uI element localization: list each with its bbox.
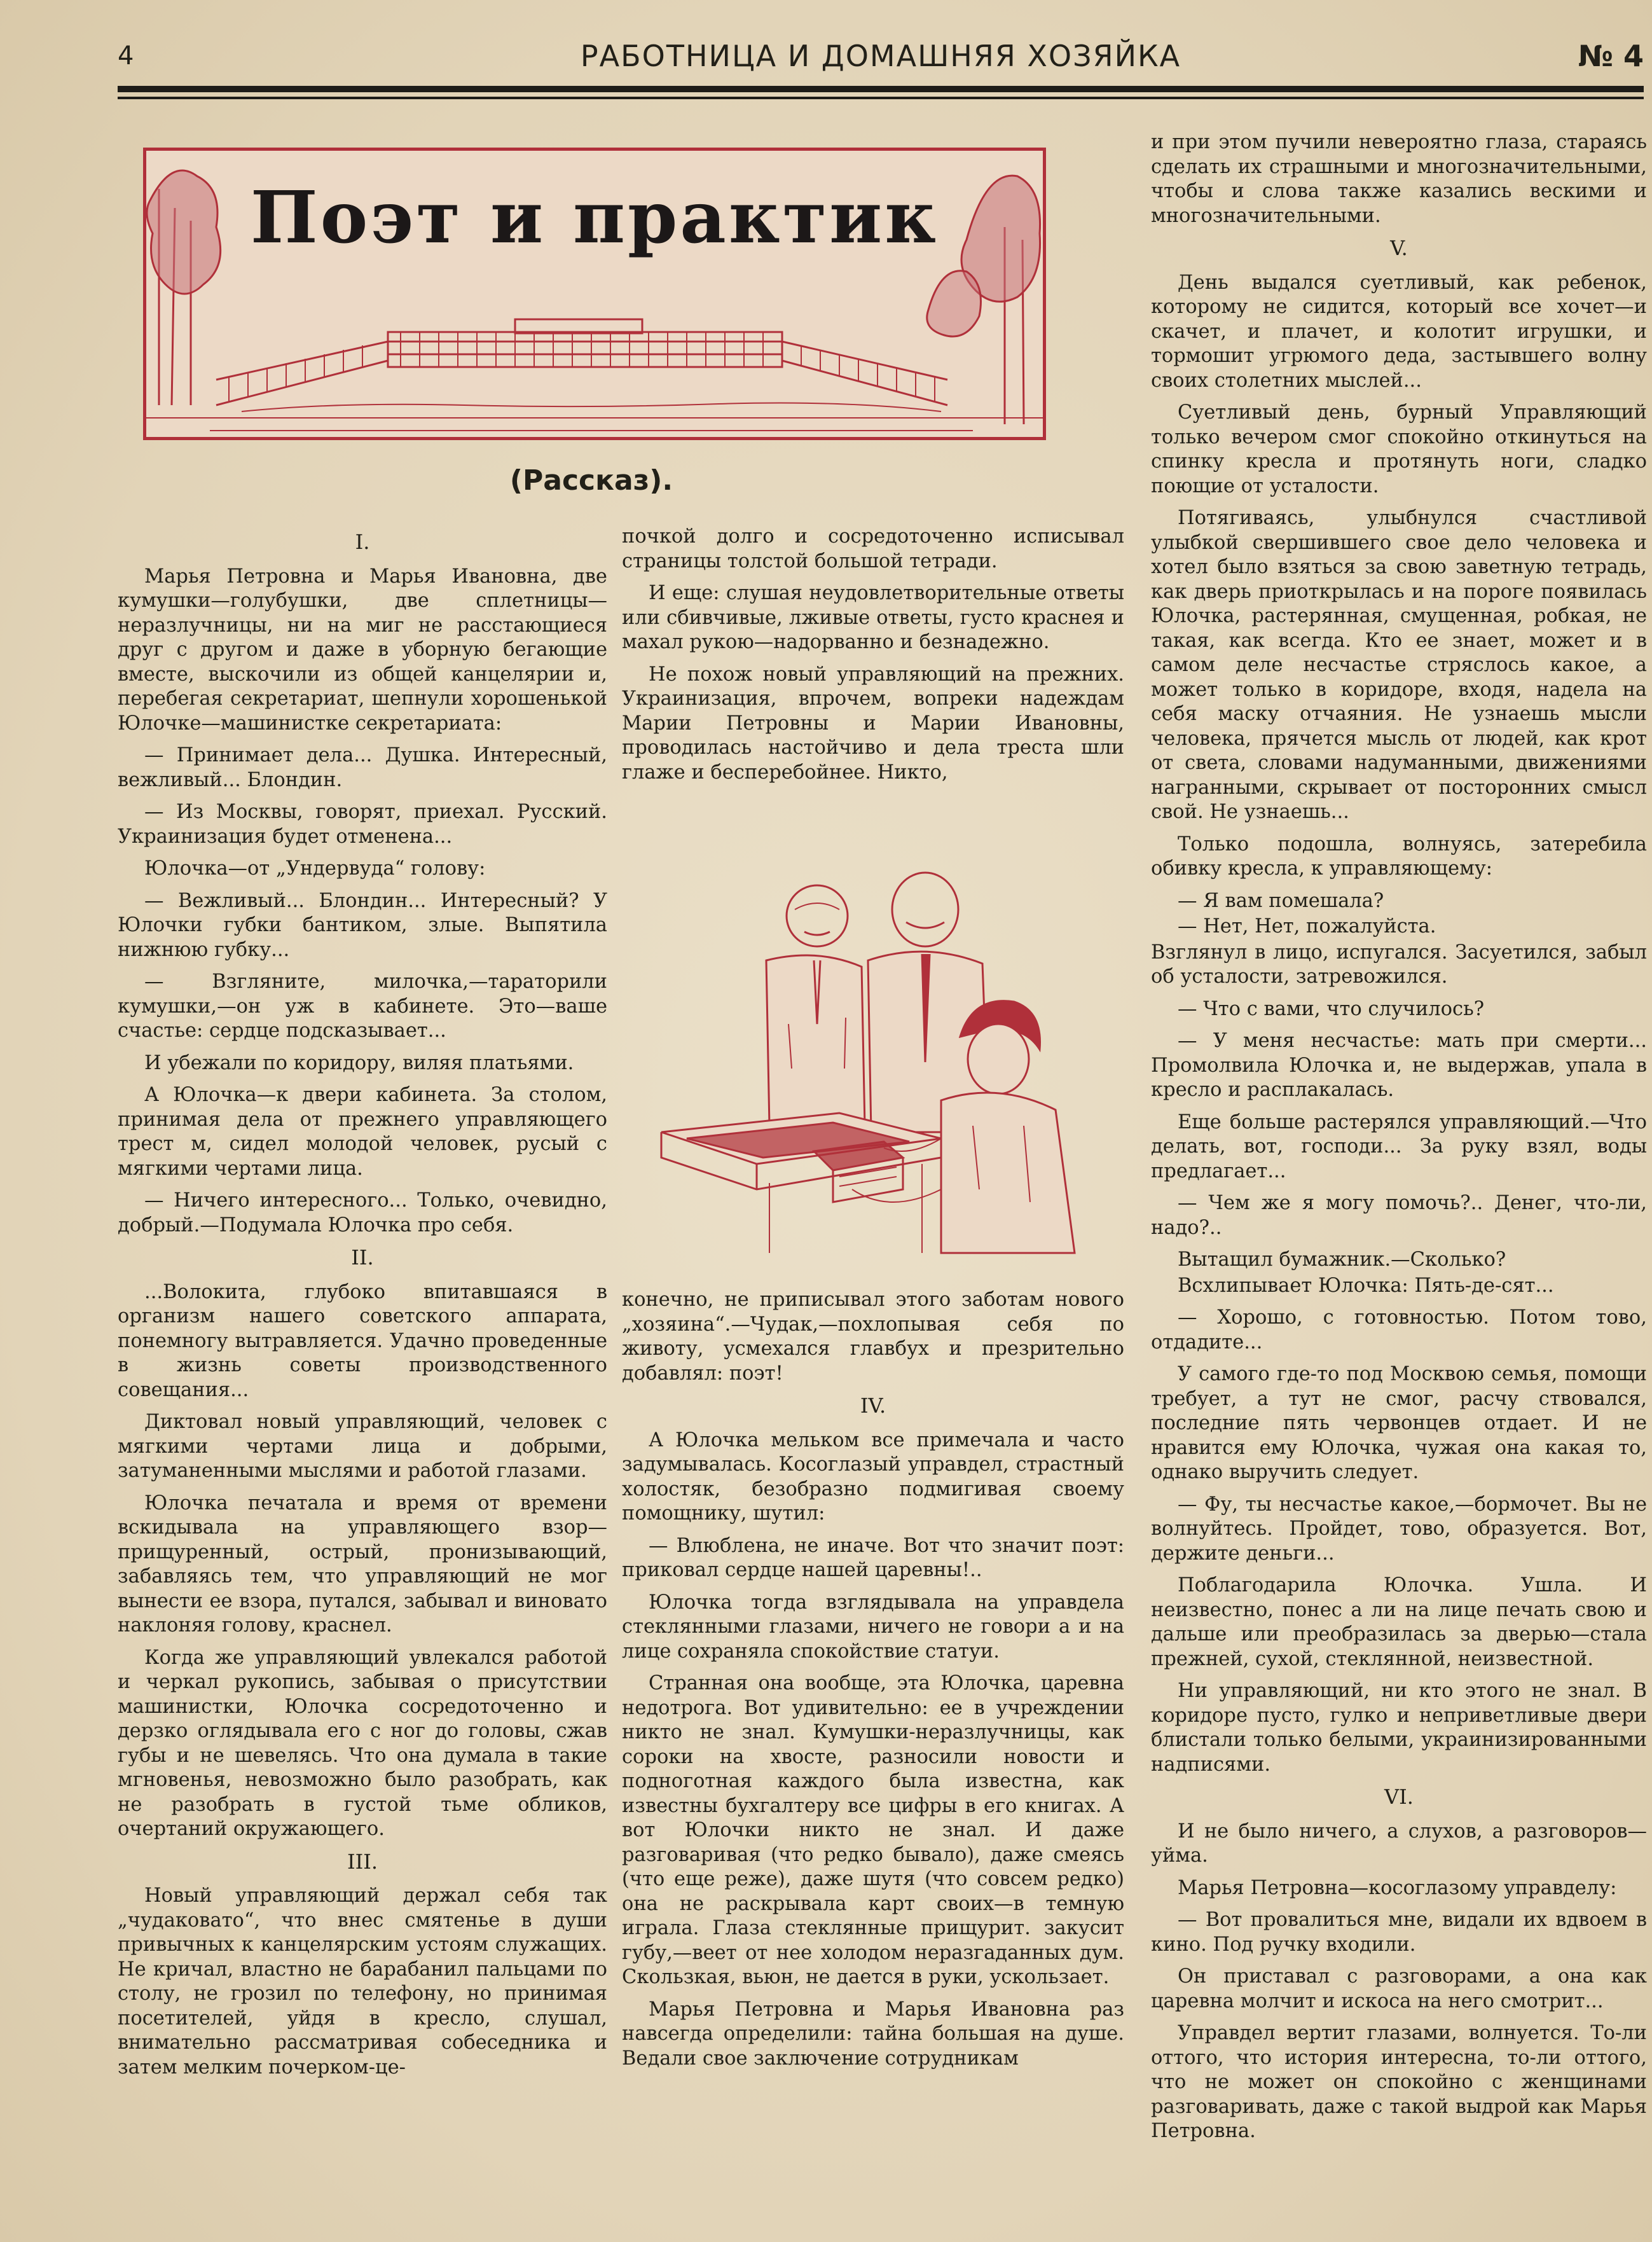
paragraph: А Юлочка мельком все примечала и часто задумывалась. Косоглазый управдел, страстный холостяк, безобразно подмигивая своему помощнику, шутил: xyxy=(622,1429,1124,1525)
paragraph: Марья Петровна и Марья Ивановна, две кумушки—голубушки, две сплетницы—неразлучницы, ни на миг не расстающиеся друг с другом и даже в уборную бегающие вместе, выскочили из общей канцелярии и, перебегая секретариат, шепнули хорошенькой Юлочке—машинистке секретариата: xyxy=(118,565,607,735)
paragraph: Вытащил бумажник.—Сколько? xyxy=(1178,1249,1506,1271)
paragraph: — Взгляните, милочка,—тараторили кумушки,—он уж в кабинете. Это—ваше счастье: сердце подсказывает... xyxy=(118,971,607,1042)
paragraph: — Вежливый... Блондин... Интересный? У Юлочки губки бантиком, злые. Выпятила нижнюю губку... xyxy=(118,889,607,961)
paragraph: Поблагодарила Юлочка. Ушла. И неизвестно, понес а ли на лице печать свою и дальше или преобразилась за дверью—стала прежней, сухой, стеклянной, неизвестной. xyxy=(1151,1574,1647,1670)
paragraph: Он приставал с разговорами, а она как царевна молчит и искоса на него смотрит... xyxy=(1151,1965,1647,2012)
column-1 xyxy=(118,525,607,2087)
section-heading: II. xyxy=(351,1245,374,1270)
paragraph: — Нет, Нет, пожалуйста. xyxy=(1178,915,1436,938)
paragraph: А Юлочка—к двери кабинета. За столом, принимая дела от прежнего управляющего трест м, сидел молодой человек, русый с мягкими чертами лица. xyxy=(118,1084,607,1180)
paragraph: — Фу, ты несчастье какое,—бормочет. Вы не волнуйтесь. Пройдет, тово, образуется. Вот, держите деньги... xyxy=(1151,1493,1647,1565)
paragraph: Марья Петровна—косоглазому управделу: xyxy=(1178,1876,1617,1899)
story-subtitle: (Рассказ). xyxy=(509,464,673,497)
paragraph: — Хорошо, с готовностью. Потом тово, отдадите... xyxy=(1151,1306,1647,1353)
paragraph: Диктовал новый управляющий, человек с мягкими чертами лица и добрыми, затуманенными мыслями и работой глазами. xyxy=(118,1411,607,1482)
paragraph: конечно, не приписывал этого заботам нового „хозяина“.—Чудак,—похлопывая себя по животу, усмехался главбух и презрительно добавлял: поэт! xyxy=(622,1289,1124,1385)
story-title: Поэт и практик xyxy=(250,176,939,259)
paragraph: Марья Петровна и Марья Ивановна раз навсегда определили: тайна большая на душе. Ведали свое заключение сотрудникам xyxy=(622,1998,1124,2070)
paragraph: Когда же управляющий увлекался работой и черкал рукопись, забывая о присутствии машинистки, Юлочка сосредоточенно и дерзко оглядывала его с ног до головы, сжав губы и не шевелясь. Что она думала в такие мгновенья, невозможно было разобрать, как не разобрать в густой тьме обликов, очертаний окружающего. xyxy=(118,1646,607,1840)
paragraph: — Чем же я могу помочь?.. Денег, что-ли, надо?.. xyxy=(1151,1192,1647,1239)
paragraph: — Принимает дела... Душка. Интересный, вежливый... Блондин. xyxy=(118,744,607,791)
paragraph: И убежали по коридору, виляя платьями. xyxy=(144,1051,574,1074)
issue-number: № 4 xyxy=(1578,39,1644,73)
header-rule-thin xyxy=(118,97,1644,99)
header-rule-thick xyxy=(118,86,1644,92)
section-heading: IV. xyxy=(860,1394,886,1418)
paragraph: День выдался суетливый, как ребенок, которому не сидится, который все хочет—и скачет, и плачет, и колотит игрушки, и тормошит угрюмого деда, застывшего волну своих столетних мыслей... xyxy=(1151,271,1647,392)
paragraph: Только подошла, волнуясь, затеребила обивку кресла, к управляющему: xyxy=(1151,833,1647,880)
office-workers-illustration xyxy=(642,859,1106,1266)
paragraph: Странная она вообще, эта Юлочка, царевна недотрога. Вот удивительно: ее в учреждении никто не знал. Кумушки-неразлучницы, как сороки на хвосте, разносили новости и подноготная каждого была известна, как известны бухгалтеру все цифры в его книгах. А вот Юлочки никто не знал. И даже разговаривая (что редко бывало), даже смеясь (что еще реже), даже шутя (что совсем редко) она не раскрывала карт своих—в темную играла. Глаза стеклянные прищурит. закусит губу,—веет от нее холодом неразгаданных дум. Скользкая, вьюн, не дается в руки, ускользает. xyxy=(622,1672,1124,1988)
paragraph: — Из Москвы, говорят, приехал. Русский. Украинизация будет отменена... xyxy=(118,801,607,848)
paragraph: И еще: слушая неудовлетворительные ответы или сбивчивые, лживые ответы, густо краснея и махал рукою—надорванно и безнадежно. xyxy=(622,582,1124,653)
title-banner xyxy=(143,148,1046,440)
paragraph: Юлочка тогда взглядывала на управдела стеклянными глазами, ничего не говори а и на лице сохраняла спокойствие статуи. xyxy=(622,1591,1124,1663)
paragraph: Не похож новый управляющий на прежних. Украинизация, впрочем, вопреки надеждам Марии Петровны и Марии Ивановны, проводилась настойчиво и дела треста шли глаже и бесперебойнее. Никто, xyxy=(622,663,1124,784)
paragraph: — Что с вами, что случилось? xyxy=(1178,997,1485,1020)
section-heading: I. xyxy=(355,530,370,554)
section-heading: VI. xyxy=(1384,1785,1414,1809)
magazine-title: РАБОТНИЦА И ДОМАШНЯЯ ХОЗЯЙКА xyxy=(580,39,1181,73)
paragraph: ...Волокита, глубоко впитавшаяся в организм нашего советского аппарата, понемногу вытравляется. Удачно проведенные в жизнь советы производственного совещания... xyxy=(118,1280,607,1401)
paragraph: — Влюблена, не иначе. Вот что значит поэт: приковал сердце нашей царевны!.. xyxy=(622,1534,1124,1581)
paragraph: Взглянул в лицо, испугался. Засуетился, забыл об усталости, затревожился. xyxy=(1151,941,1647,988)
column-2-top xyxy=(622,525,1124,792)
paragraph: — У меня несчастье: мать при смерти... Промолвила Юлочка и, не выдержав, упала в кресло и расплакалась. xyxy=(1151,1030,1647,1101)
paragraph: Суетливый день, бурный Управляющий только вечером смог спокойно откинуться на спинку кресла и протянуть ноги, сладко поющие от усталости. xyxy=(1151,401,1647,497)
page-header xyxy=(118,35,1644,80)
column-2-bottom xyxy=(622,1288,1124,2079)
paragraph: почкой долго и сосредоточенно исписывал страницы толстой большой тетради. xyxy=(622,525,1124,572)
page-number: 4 xyxy=(118,41,134,71)
paragraph: Всхлипывает Юлочка: Пять-де-сят... xyxy=(1178,1274,1554,1297)
paragraph: Еще больше растерялся управляющий.—Что делать, вот, господи... За руку взял, воды предлагает... xyxy=(1151,1111,1647,1182)
paragraph: Ни управляющий, ни кто этого не знал. В коридоре пусто, гулко и неприветливые двери блистали только белыми, украинизированными надписями. xyxy=(1151,1680,1647,1776)
paragraph: — Вот провалиться мне, видали их вдвоем в кино. Под ручку входили. xyxy=(1151,1909,1647,1956)
paragraph: Управдел вертит глазами, волнуется. То-ли оттого, что история интересна, то-ли оттого, что не может он спокойно с женщинами разговаривать, даже с такой выдрой как Марья Петровна. xyxy=(1151,2022,1647,2142)
column-3 xyxy=(1151,130,1647,2152)
illustration-icon xyxy=(642,859,1106,1266)
paragraph: И не было ничего, а слухов, а разговоров—уйма. xyxy=(1151,1820,1647,1867)
section-heading: V. xyxy=(1390,236,1408,260)
paragraph: У самого где-то под Москвою семья, помощи требует, а тут не смог, расчу ствовался, последние пять червонцев отдает. И не нравится ему Юлочка, чужая она какая то, однако выручить следует. xyxy=(1151,1363,1647,1483)
paragraph: Новый управляющий держал себя так „чудаковато“, что внес смятенье в души привычных к канцелярским устоям служащих. Не кричал, властно не барабанил пальцами по столу, не грозил по телефону, но принимая посетителей, уйдя в кресло, слушал, внимательно рассматривая собеседника и затем мелким почерком-це- xyxy=(118,1885,607,2079)
paragraph: Юлочка печатала и время от времени вскидывала на управляющего взор—прищуренный, острый, пронизывающий, забавляясь тем, что управляющий не мог вынести ее взора, путался, забывал и виновато наклоняя голову, краснел. xyxy=(118,1491,607,1637)
paragraph: Юлочка—от „Ундервуда“ голову: xyxy=(144,857,486,880)
paragraph: Потягиваясь, улыбнулся счастливой улыбкой свершившего свое дело человека и хотел было взяться за свою заветную тетрадь, как дверь приоткрылась и на пороге появилась Юлочка, растерянная, смущенная, робкая, не такая, как всегда. Кто ее знает, может и в самом деле несчастье стряслось какое, а может только в коридоре, входя, надела на себя маску отчаяния. Не узнаешь мысли человека, прячется мысль от людей, как крот от света, словами надуманными, движениями награнными, скрывает от посторонних смысл свой. Не узнаешь... xyxy=(1151,507,1647,823)
paragraph: — Ничего интересного... Только, очевидно, добрый.—Подумала Юлочка про себя. xyxy=(118,1189,607,1236)
section-heading: III. xyxy=(347,1849,378,1874)
paragraph: — Я вам помешала? xyxy=(1178,889,1384,912)
paragraph: и при этом пучили невероятно глаза, стараясь сделать их страшными и многозначительными, чтобы и слова также казались вескими и многозначительными. xyxy=(1151,131,1647,227)
